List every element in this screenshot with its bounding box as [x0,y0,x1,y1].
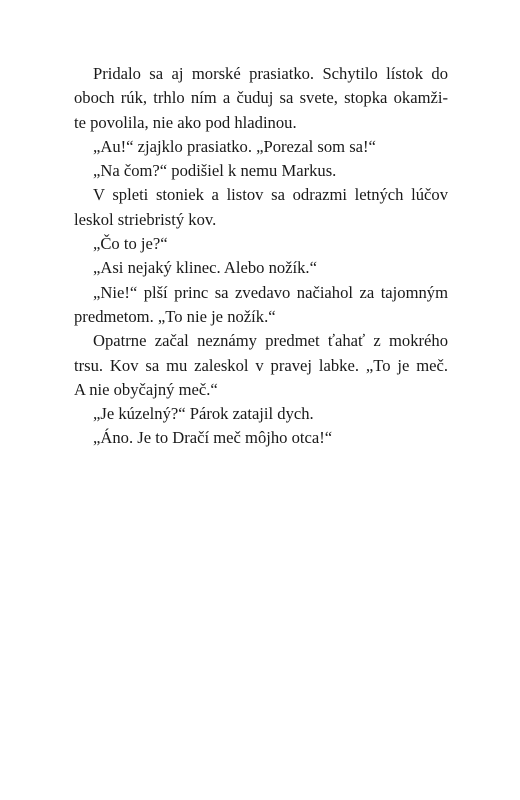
text-line: trsu. Kov sa mu zaleskol v pravej labke. „To je meč. [74,355,448,375]
paragraph-4 [74,183,448,232]
paragraph-1 [74,62,448,135]
text-line: oboch rúk, trhlo ním a čuduj sa svete, stopka okamži- [74,88,448,108]
text-line: „Je kúzelný?“ Párok zatajil dych. [93,404,314,424]
text-line: „Áno. Je to Dračí meč môjho otca!“ [93,428,333,448]
text-line: A nie obyčajný meč.“ [74,379,218,399]
text-line: „Nie!“ plší princ sa zvedavo načiahol za tajomným [93,282,448,302]
text-line: „Asi nejaký klinec. Alebo nožík.“ [93,258,317,278]
text-line: leskol striebristý kov. [74,209,217,229]
paragraph-2 [74,135,448,159]
paragraph-3 [74,159,448,183]
paragraph-10 [74,426,448,450]
text-line: Opatrne začal neznámy predmet ťahať z mokrého [93,331,448,351]
paragraph-9 [74,402,448,426]
paragraph-7 [74,281,448,330]
text-line: V spleti stoniek a listov sa odrazmi letných lúčov [93,185,448,205]
text-line: „Na čom?“ podišiel k nemu Markus. [93,161,337,181]
page-text [74,62,448,451]
text-line: Pridalo sa aj morské prasiatko. Schytilo lístok do [93,64,448,83]
text-line: „Au!“ zjajklo prasiatko. „Porezal som sa!“ [93,136,376,156]
paragraph-5 [74,232,448,256]
text-line: „Čo to je?“ [93,234,168,254]
text-line: predmetom. „To nie je nožík.“ [74,306,276,326]
paragraph-6 [74,256,448,280]
paragraph-8 [74,329,448,402]
text-line: te povolila, nie ako pod hladinou. [74,112,297,132]
